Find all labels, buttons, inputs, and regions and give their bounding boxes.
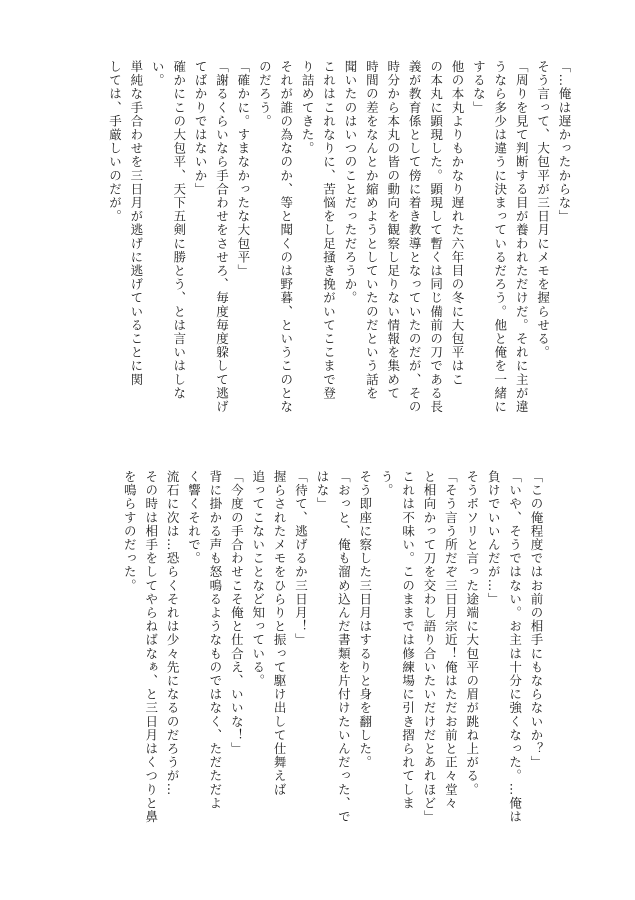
bottom-text-block [122,470,547,858]
text-line: そう言って、大包平が三日月にメモを握らせる。 [535,60,551,360]
text-line: 流石に次は…恐らくそれは少々先になるのだろうが… [165,470,181,797]
text-line: 「そう言う所だぞ三日月宗近！俺はただお前と正々堂々 [443,470,459,810]
text-line: 「確かに。すまなかったな大包平」 [235,60,251,278]
text-line: てばかりではないか」 [193,60,209,196]
text-line: はな」 [314,470,330,511]
text-line: 「待て、逃げるか三日月！」 [293,470,309,647]
text-line: するな」 [471,60,487,115]
text-line: 義が教育係として傍に着き教導となっていたのだが、その [407,60,423,414]
text-line: を鳴らすのだった。 [122,470,138,593]
text-line: これは不味い。このままでは修練場に引き摺られてしま [400,470,416,810]
text-line: 聞いたのはいつのことだっただろうか。 [342,60,358,305]
text-line: 「いや、そうではない。お主は十分に強くなった。…俺は [507,470,523,824]
text-line: 握らされたメモをひらりと振って駆け出して仕舞えば [272,470,288,797]
text-line: 単純な手合わせを三日月が逃げに逃げていることに関 [128,60,144,387]
text-line: う。 [379,470,395,498]
text-line: 時間の差をなんとか縮めようとしていたのだという話を [364,60,380,400]
text-line: 「おっと、俺も溜め込んだ書類を片付けたいんだった、で [336,470,352,824]
text-line: その時は相手をしてやらねばなぁ、と三日月はくつりと鼻 [143,470,159,824]
text-line: 「謝るくらいなら手合わせをさせろ、毎度毎度躱して逃げ [214,60,230,414]
text-line: り詰めてきた。 [300,60,316,156]
text-line: 「この俺程度ではお前の相手にもならないか？」 [529,470,544,770]
text-line: これはこれなりに、苦悩をし足掻き挽がいてここまで登 [321,60,337,400]
text-line: うなら多少は違うに決まっているだろう。他と俺を一緒に [492,60,508,414]
text-line: しては、手厳しいのだが。 [107,60,123,224]
text-line: 「今度の手合わせこそ俺と仕合え、いいな！」 [229,470,245,756]
text-line: それが誰の為なのか、等と聞くのは野暮、というこのとな [278,60,294,414]
text-line: と相向かって刀を交わし語り合いたいだけだとあれほど」 [421,470,437,824]
text-line: 「周りを見て判断する目が養われただけだ。それに主が違 [514,60,530,414]
text-line: く響くそれで。 [186,470,202,566]
text-line: 追ってこないことなど知っている。 [250,470,266,688]
text-line: い。 [150,60,166,88]
text-line: のだろう。 [257,60,273,128]
text-line: そうボソリと言った途端に大包平の眉が跳ね上がる。 [464,470,480,797]
text-line: 確かにこの大包平、天下五剣に勝とう、とは言いはしな [171,60,187,400]
top-text-block [105,60,575,448]
text-line: 負けでいいんだが…」 [486,470,502,606]
text-line: 背に掛かる声も怒鳴るようなものではなく、ただただよ [207,470,223,810]
text-line: そう即座に察した三日月はするりと身を翻した。 [357,470,373,770]
text-line: 時分から本丸の皆の動向を観察し足りない情報を集めて [385,60,401,400]
text-line: 他の本丸よりもかなり遅れた六年目の冬に大包平はこ [449,60,465,387]
text-line: 「…俺は遅かったからな」 [557,60,572,224]
text-line: の本丸に顕現した。顕現して暫くは同じ備前の刀である長 [428,60,444,414]
